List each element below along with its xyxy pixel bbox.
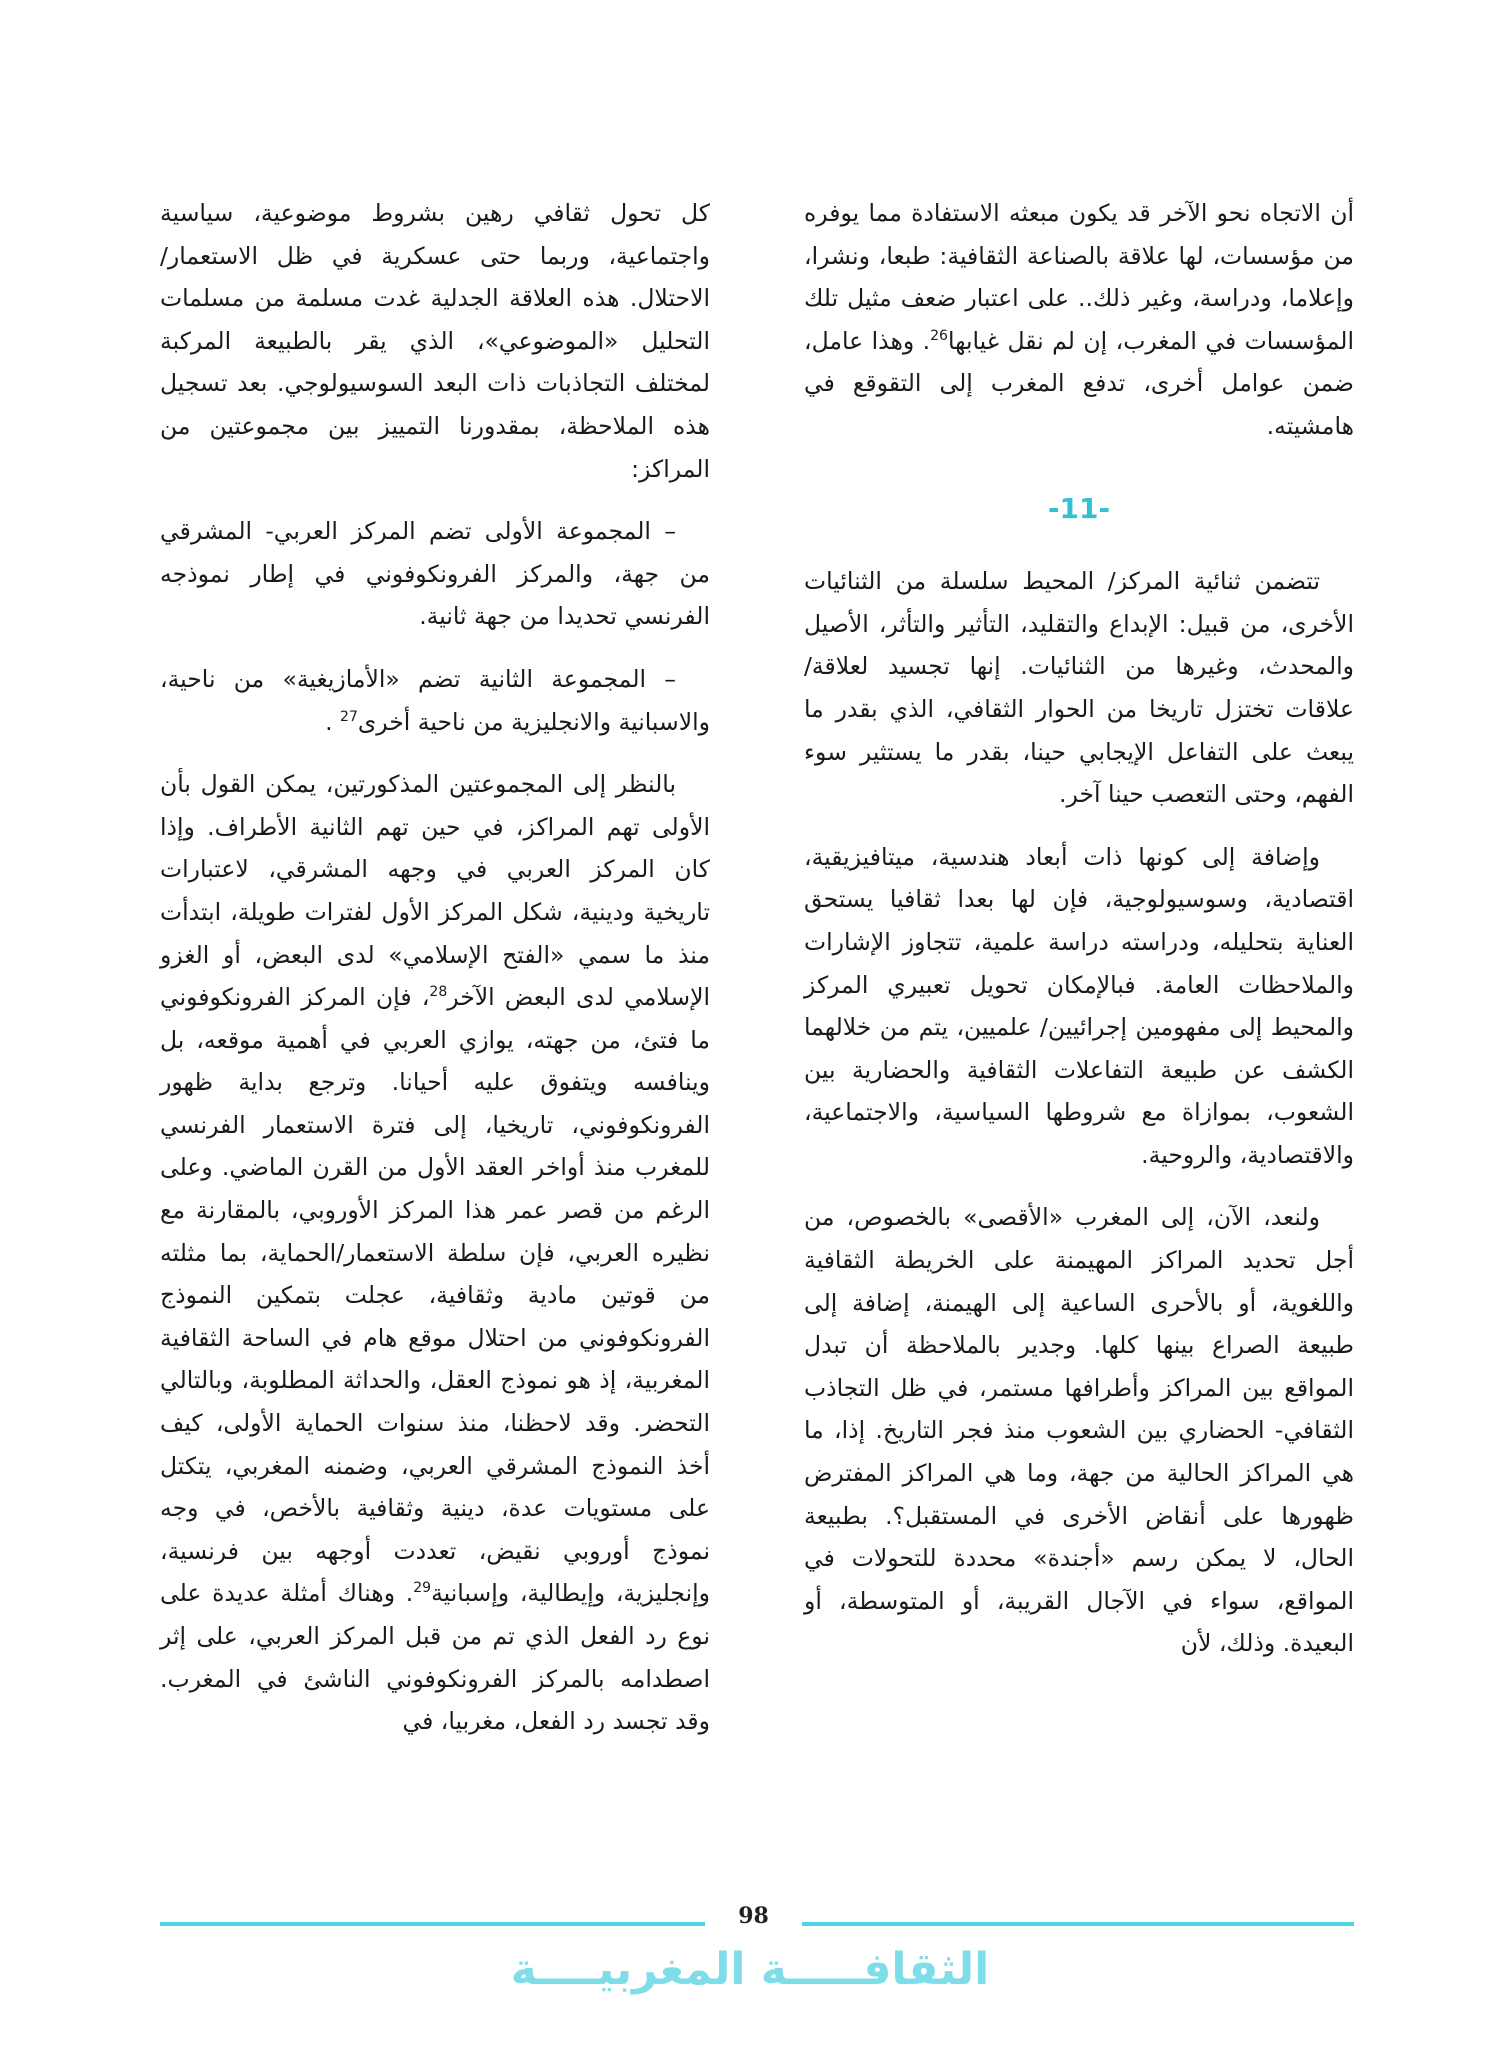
paragraph: وإضافة إلى كونها ذات أبعاد هندسية، ميتافيزيقية، اقتصادية، وسوسيولوجية، فإن لها بعدا ثقافيا يستحق العناية بتحليله، ودراسته دراسة علمية، تتجاوز الإشارات والملاحظات العامة. فبالإمكان تحويل تعبيري المركز والمحيط إلى مفهومين إجرائيين/ علميين، يتم من خلالهما الكشف عن طبيعة التفاعلات الثقافية والحضارية بين الشعوب، بموازاة مع شروطها السياسية، والاجتماعية، والاقتصادية، والروحية. (804, 842, 1354, 1169)
paragraph: أن الاتجاه نحو الآخر قد يكون مبعثه الاستفادة مما يوفره من مؤسسات، لها علاقة بالصناعة الثقافية: طبعا، ونشرا، وإعلاما، ودراسة، وغير ذلك.. على اعتبار ضعف مثيل تلك المؤسسات في المغرب، إن لم نقل غيابها$^{26}$. وهذا عامل، ضمن عوامل أخرى، تدفع المغرب إلى التقوقع في هامشيته. (804, 199, 1354, 440)
paragraph: تتضمن ثنائية المركز/ المحيط سلسلة من الثنائيات الأخرى، من قبيل: الإبداع والتقليد، التأثير والتأثر، الأصيل والمحدث، وغيرها من الثنائيات. إنها تجسيد لعلاقة/ علاقات تختزل تاريخا من الحوار الثقافي، الذي بقدر ما يبعث على التفاعل الإيجابي حينا، بقدر ما يستثير سوء الفهم، وحتى التعصب حينا آخر. (804, 567, 1354, 809)
paragraph: ولنعد، الآن، إلى المغرب «الأقصى» بالخصوص، من أجل تحديد المراكز المهيمنة على الخريطة الثقافية واللغوية، أو بالأحرى الساعية إلى الهيمنة، إضافة إلى طبيعة الصراع بينها كلها. وجدير بالملاحظة أن تبدل المواقع بين المراكز وأطرافها مستمر، في ظل التجاذب الثقافي- الحضاري بين الشعوب منذ فجر التاريخ. إذا، ما هي المراكز الحالية من جهة، وما هي المراكز المفترض ظهورها على أنقاض الأخرى في المستقبل؟. بطبيعة الحال، لا يمكن رسم «أجندة» محددة للتحولات في المواقع، سواء في الآجال القريبة، أو المتوسطة، أو البعيدة. وذلك، لأن (804, 1203, 1354, 1658)
page-number: 98 (738, 1903, 769, 1929)
footer-rule-left (160, 1922, 705, 1926)
right-column (804, 192, 1354, 1665)
list-item: – المجموعة الثانية تضم «الأمازيغية» من ناحية، والاسبانية والانجليزية من ناحية أخرى$^{27}$ . (160, 664, 710, 736)
paragraph: كل تحول ثقافي رهين بشروط موضوعية، سياسية واجتماعية، وربما حتى عسكرية في ظل الاستعمار/ الاحتلال. هذه العلاقة الجدلية غدت مسلمة من مسلمات التحليل «الموضوعي»، الذي يقر بالطبيعة المركبة لمختلف التجاذبات ذات البعد السوسيولوجي. بعد تسجيل هذه الملاحظة، بمقدورنا التمييز بين مجموعتين من المراكز: (160, 199, 710, 483)
footnote-ref: 29 (413, 1580, 432, 1597)
footnote-ref: 27 (340, 708, 358, 725)
footer-rule-right (802, 1922, 1354, 1926)
paragraph: بالنظر إلى المجموعتين المذكورتين، يمكن القول بأن الأولى تهم المراكز، في حين تهم الثانية الأطراف. وإذا كان المركز العربي في وجهه المشرقي، لاعتبارات تاريخية ودينية، شكل المركز الأول لفترات طويلة، ابتدأت منذ ما سمي «الفتح الإسلامي» لدى البعض، أو الغزو الإسلامي لدى البعض الآخر$^{28}$، فإن المركز الفرونكوفوني ما فتئ، من جهته، يوازي العربي في أهمية موقعه، بل وينافسه ويتفوق عليه أحيانا. وترجع بداية ظهور الفرونكوفوني، تاريخيا، إلى فترة الاستعمار الفرنسي للمغرب منذ أواخر العقد الأول من القرن الماضي. وعلى الرغم من قصر عمر هذا المركز الأوروبي، بالمقارنة مع نظيره العربي، فإن سلطة الاستعمار/الحماية، بما مثلته من قوتين مادية وثقافية، عجلت بتمكين النموذج الفرونكوفوني من احتلال موقع هام في الساحة الثقافية المغربية، إذ هو نموذج العقل، والحداثة المطلوبة، وبالتالي التحضر. وقد لاحظنا، منذ سنوات الحماية الأولى، كيف أخذ النموذج المشرقي العربي، وضمنه المغربي، يتكتل على مستويات عدة، دينية وثقافية بالأخص، في وجه نموذج أوروبي نقيض، تعددت أوجهه بين فرنسية، وإنجليزية، وإيطالية، وإسبانية$^{29}$. وهناك أمثلة عديدة على نوع رد الفعل الذي تم من قبل المركز العربي، على إثر اصطدامه بالمركز الفرونكوفوني الناشئ في المغرب. وقد تجسد رد الفعل، مغربيا، في (160, 770, 710, 1736)
left-column (160, 192, 710, 1743)
list-item: – المجموعة الأولى تضم المركز العربي- المشرقي من جهة، والمركز الفرونكوفوني في إطار نموذجه الفرنسي تحديدا من جهة ثانية. (160, 517, 710, 631)
section-number: -11- (1047, 491, 1111, 525)
journal-title: الثقافـــــة المغربيــــة (510, 1944, 990, 1995)
footnote-ref: 26 (930, 327, 948, 344)
footnote-ref: 28 (429, 984, 448, 1001)
